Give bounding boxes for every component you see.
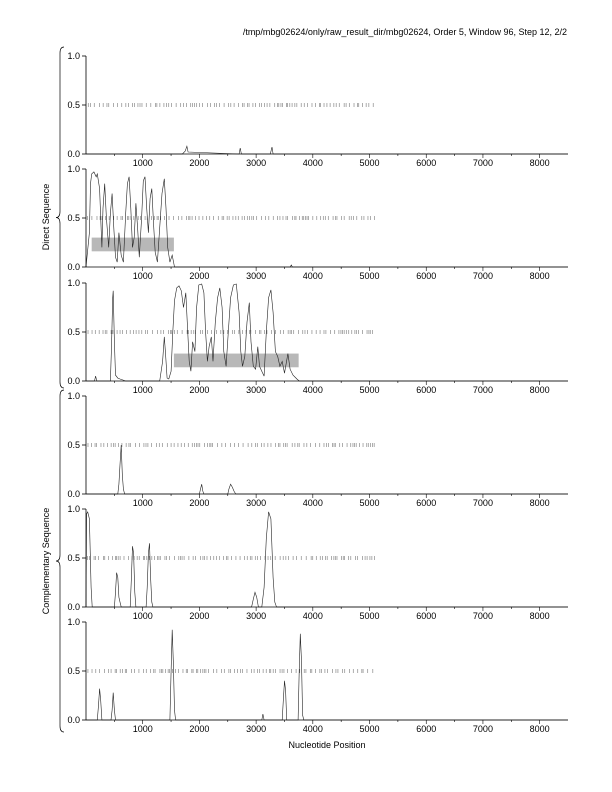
panel-1-series-line [86, 146, 568, 154]
panel-1-x-tick-label: 1000 [132, 158, 153, 168]
panel-6-x-tick-label: 4000 [302, 724, 323, 734]
panel-4-x-tick-label: 2000 [189, 498, 210, 508]
panel-5-x-tick-label: 8000 [529, 611, 550, 621]
panel-3-series-line [86, 284, 568, 381]
x-axis-label: Nucleotide Position [288, 740, 366, 750]
panel-6-x-tick-label: 3000 [246, 724, 267, 734]
panel-1-x-tick-label: 2000 [189, 158, 210, 168]
panel-1-x-tick-label: 7000 [472, 158, 493, 168]
panel-6-y-tick-label: 1.0 [67, 617, 80, 627]
panel-4-x-tick-label: 6000 [416, 498, 437, 508]
panel-5-y-tick-label: 0.5 [67, 553, 80, 563]
direct-sequence-label: Direct Sequence [41, 183, 51, 251]
complementary-sequence-brace [56, 390, 64, 732]
panel-3-x-tick-label: 5000 [359, 385, 380, 395]
panel-1-x-tick-label: 8000 [529, 158, 550, 168]
panel-1-x-tick-label: 5000 [359, 158, 380, 168]
panel-4-x-tick-label: 7000 [472, 498, 493, 508]
panel-6-x-tick-label: 7000 [472, 724, 493, 734]
page-title: /tmp/mbg02624/only/raw_result_dir/mbg02624, Order 5, Window 96, Step 12, 2/2 [242, 27, 567, 37]
panel-2-y-tick-label: 1.0 [67, 164, 80, 174]
panel-6-x-tick-label: 6000 [416, 724, 437, 734]
panel-5-x-tick-label: 6000 [416, 611, 437, 621]
panel-2-x-tick-label: 2000 [189, 271, 210, 281]
panel-2-x-tick-label: 3000 [246, 271, 267, 281]
panel-5-x-tick-label: 5000 [359, 611, 380, 621]
panel-4-x-tick-label: 3000 [246, 498, 267, 508]
panel-1-y-tick-label: 1.0 [67, 51, 80, 61]
complementary-sequence-label: Complementary Sequence [41, 507, 51, 615]
panel-5-x-tick-label: 4000 [302, 611, 323, 621]
panel-2-x-tick-label: 6000 [416, 271, 437, 281]
panel-2-y-tick-label: 0.0 [67, 262, 80, 272]
panel-3-x-tick-label: 3000 [246, 385, 267, 395]
panel-2-x-tick-label: 1000 [132, 271, 153, 281]
panel-4-y-tick-label: 0.5 [67, 440, 80, 450]
panel-6-x-tick-label: 8000 [529, 724, 550, 734]
panel-4-y-tick-label: 0.0 [67, 489, 80, 499]
panel-6-y-tick-label: 0.5 [67, 666, 80, 676]
panel-6-x-tick-label: 5000 [359, 724, 380, 734]
panel-3-y-tick-label: 0.0 [67, 376, 80, 386]
panel-1-x-tick-label: 6000 [416, 158, 437, 168]
panel-3-x-tick-label: 2000 [189, 385, 210, 395]
panel-4-y-tick-label: 1.0 [67, 391, 80, 401]
panel-1-x-tick-label: 4000 [302, 158, 323, 168]
panel-2-x-tick-label: 4000 [302, 271, 323, 281]
panel-3-x-tick-label: 8000 [529, 385, 550, 395]
panel-4-series-line [86, 445, 568, 494]
panel-4-x-tick-label: 5000 [359, 498, 380, 508]
panel-3-y-tick-label: 0.5 [67, 327, 80, 337]
direct-sequence-brace [56, 47, 64, 388]
panel-5-x-tick-label: 3000 [246, 611, 267, 621]
panel-3-x-tick-label: 7000 [472, 385, 493, 395]
panel-5-y-tick-label: 1.0 [67, 504, 80, 514]
panel-3-x-tick-label: 1000 [132, 385, 153, 395]
panel-1-y-tick-label: 0.5 [67, 100, 80, 110]
panel-4-x-tick-label: 4000 [302, 498, 323, 508]
panel-2-x-tick-label: 8000 [529, 271, 550, 281]
panel-4-x-tick-label: 1000 [132, 498, 153, 508]
panel-6-x-tick-label: 1000 [132, 724, 153, 734]
panel-1-x-tick-label: 3000 [246, 158, 267, 168]
panel-5-y-tick-label: 0.0 [67, 602, 80, 612]
panel-4-x-tick-label: 8000 [529, 498, 550, 508]
panel-2-x-tick-label: 7000 [472, 271, 493, 281]
panel-5-x-tick-label: 7000 [472, 611, 493, 621]
panel-3-x-tick-label: 6000 [416, 385, 437, 395]
panel-6-series-line [86, 630, 568, 720]
panel-5-x-tick-label: 2000 [189, 611, 210, 621]
panel-6-x-tick-label: 2000 [189, 724, 210, 734]
panel-3-x-tick-label: 4000 [302, 385, 323, 395]
panel-1-y-tick-label: 0.0 [67, 149, 80, 159]
panel-6-y-tick-label: 0.0 [67, 715, 80, 725]
panel-3-y-tick-label: 1.0 [67, 278, 80, 288]
panel-5-x-tick-label: 1000 [132, 611, 153, 621]
panel-2-x-tick-label: 5000 [359, 271, 380, 281]
panel-2-y-tick-label: 0.5 [67, 213, 80, 223]
